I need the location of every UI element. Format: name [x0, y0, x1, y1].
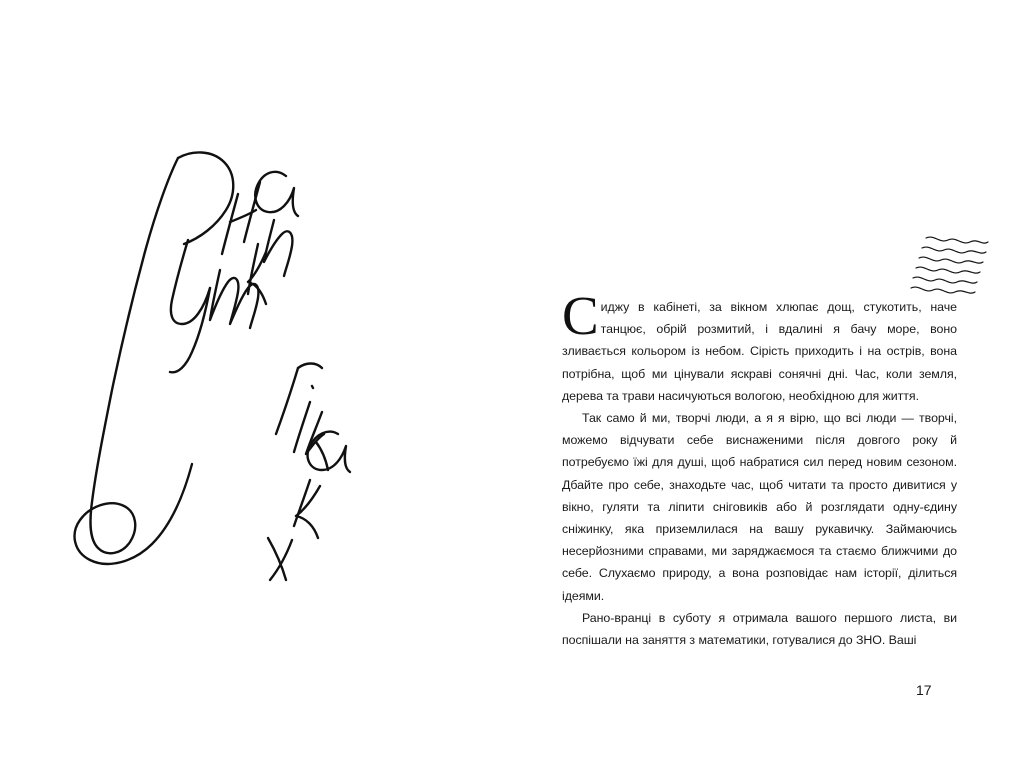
- body-text-column: [562, 285, 957, 651]
- right-page: [512, 0, 1024, 768]
- chapter-title-script: [60, 120, 360, 590]
- wavy-lines-ornament-icon: [910, 232, 990, 300]
- paragraph-3: Рано-вранці в суботу я отримала вашого першого листа, ви поспішали на заняття з математики, готувалися до ЗНО. Ваші: [562, 610, 957, 648]
- page-number: 17: [916, 682, 932, 698]
- paragraph-2: Так само й ми, творчі люди, а я я вірю, що всі люди — творчі, можемо відчувати себе виснаженими після довгого року й потребуємо їжі для душі, щоб набратися сил перед новим сезоном. Дбайте про себе, знаходьте час, щоб читати та просто дивитися у вікно, гуляти та ліпити сніговиків або й розглядати одну-єдину сніжинку, яка приземлилася на вашу рукавичку. Займаючись несерйозними справами, ми заряджаємося та стаємо ближчими до себе. Слухаємо природу, а вона розповідає нам історії, ділиться ідеями.: [562, 411, 957, 603]
- paragraph-1: [562, 285, 957, 407]
- drop-cap: С: [562, 285, 599, 346]
- paragraph-1-text: иджу в кабінеті, за вікном хлюпає дощ, стукотить, наче танцює, обрій розмитий, і вдалині я бачу море, воно зливається кольором із небом. Сірість приходить і на острів, вона потрібна, щоб ми цінували яскраві сонячні дні. Час, коли земля, дерева та трави насичуються вологою, необхідною для життя.: [562, 300, 957, 403]
